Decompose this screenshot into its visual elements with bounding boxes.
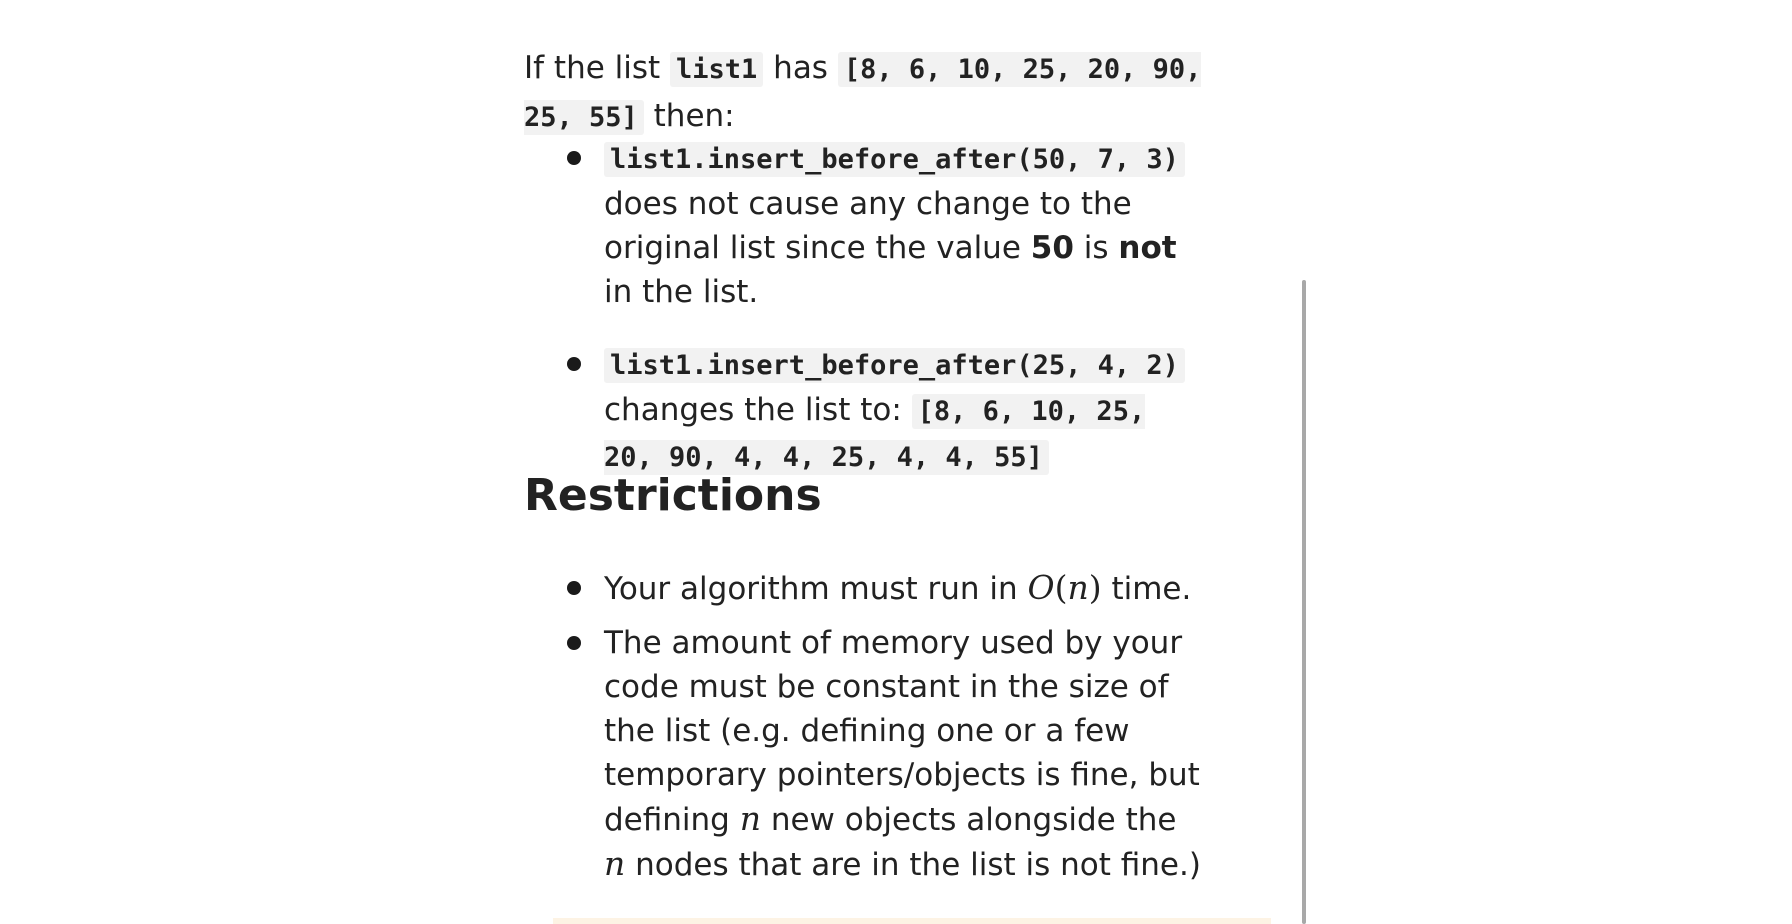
- restriction-after: time.: [1101, 571, 1192, 607]
- intro-prefix: If the list: [524, 50, 671, 86]
- restriction-before: Your algorithm must run in: [604, 571, 1028, 607]
- example-result-code: [8, 6, 10, 25, 20, 90, 4, 4, 25, 4, 4, 55]: [604, 396, 1146, 473]
- restriction-part3: nodes that are in the list is not fine.): [625, 847, 1201, 883]
- example-text-middle: is: [1073, 230, 1119, 266]
- example-bold-value: 50: [1030, 230, 1074, 266]
- bullet-icon: [567, 581, 581, 595]
- math-n: n: [1067, 568, 1089, 607]
- intro-suffix: then:: [643, 98, 735, 134]
- list-value-code: [8, 6, 10, 25, 20, 90, 25, 55]: [524, 54, 1202, 133]
- list-name-code: list1: [670, 52, 763, 87]
- math-o: O: [1027, 568, 1055, 607]
- example-code: list1.insert_before_after(50, 7, 3): [604, 142, 1185, 177]
- intro-paragraph: [524, 45, 1264, 141]
- example-item: [524, 342, 1284, 480]
- math-n: n: [604, 844, 626, 883]
- math-open-paren: (: [1054, 568, 1068, 607]
- examples-list: [524, 136, 1284, 508]
- example-code: list1.insert_before_after(25, 4, 2): [604, 348, 1185, 383]
- example-text-before: changes the list to:: [604, 392, 912, 428]
- example-bold-not: not: [1118, 230, 1177, 266]
- example-text: [604, 342, 1204, 480]
- restrictions-heading: Restrictions: [524, 470, 822, 521]
- vertical-scrollbar[interactable]: [1302, 280, 1306, 924]
- restriction-part2: new objects alongside the: [760, 802, 1177, 838]
- callout-box-edge: [553, 918, 1271, 924]
- example-item: [524, 136, 1284, 314]
- restriction-item: [524, 621, 1284, 887]
- big-o-math: [1028, 568, 1102, 607]
- example-text-before: does not cause any change to the original list since the value: [604, 186, 1132, 266]
- example-text-after: in the list.: [604, 274, 759, 310]
- restrictions-list: [524, 566, 1284, 897]
- math-close-paren: ): [1088, 568, 1102, 607]
- example-text: [604, 136, 1204, 314]
- math-n: n: [739, 799, 761, 838]
- restriction-item: [524, 566, 1284, 611]
- restriction-text: [604, 566, 1204, 611]
- restriction-text: [604, 621, 1204, 887]
- restriction-part1: The amount of memory used by your code must be constant in the size of the list (e.g. defining one or a few temporary pointers/objects is fine, but defining: [604, 625, 1200, 838]
- intro-middle: has: [763, 50, 838, 86]
- bullet-icon: [567, 151, 581, 165]
- bullet-icon: [567, 357, 581, 371]
- bullet-icon: [567, 636, 581, 650]
